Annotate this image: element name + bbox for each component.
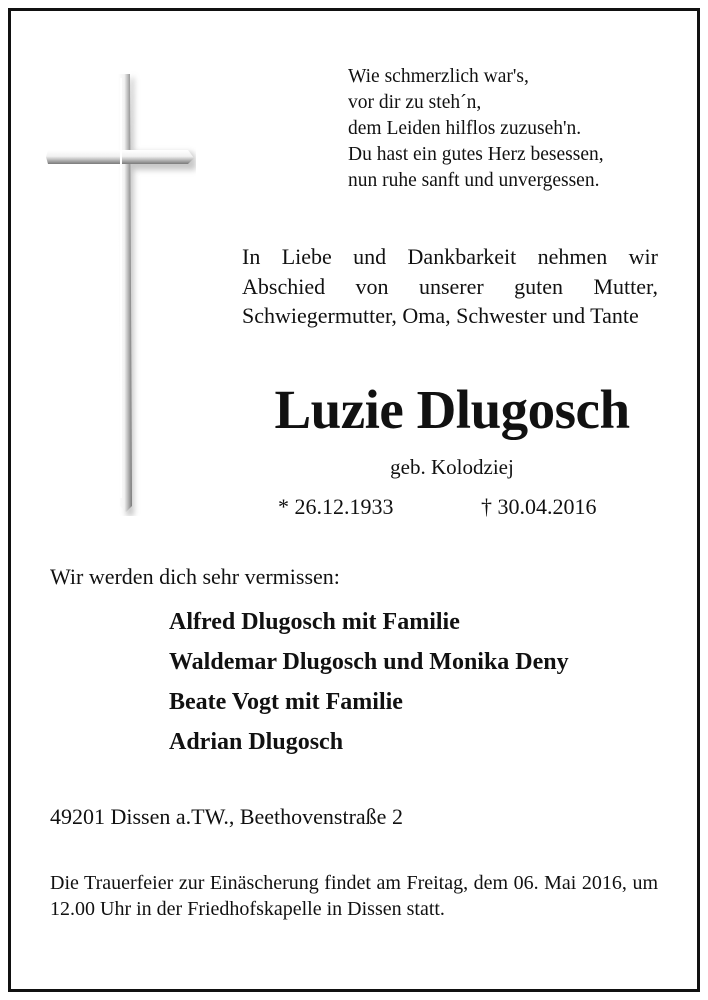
intro-text: In Liebe und Dankbarkeit nehmen wir Abschied von unserer guten Mutter, Schwiegermutter, Oma, Schwester und Tante: [242, 244, 658, 328]
funeral-notice: Die Trauerfeier zur Einäscherung findet am Freitag, dem 06. Mai 2016, um 12.00 Uhr in der Friedhofskapelle in Dissen statt.: [50, 872, 658, 920]
mourner-name: Beate Vogt mit Familie: [169, 689, 403, 715]
poem-line: vor dir zu steh´n,: [348, 92, 482, 113]
cross-icon: [46, 70, 196, 516]
address: 49201 Dissen a.TW., Beethovenstraße 2: [50, 804, 403, 829]
mourners-list: [169, 602, 569, 762]
poem-line: Wie schmerzlich war's,: [348, 66, 529, 87]
poem-line: Du hast ein gutes Herz besessen,: [348, 144, 604, 165]
poem-line: dem Leiden hilflos zuzuseh'n.: [348, 118, 582, 139]
poem: [348, 64, 604, 194]
birth-name: geb. Kolodziej: [390, 455, 514, 479]
death-date: † 30.04.2016: [481, 494, 597, 519]
mourner-name: Alfred Dlugosch mit Familie: [169, 609, 460, 635]
mourner-name: Adrian Dlugosch: [169, 729, 344, 755]
deceased-name: Luzie Dlugosch: [274, 379, 630, 440]
birth-date: * 26.12.1933: [278, 494, 394, 519]
mourner-name: Waldemar Dlugosch und Monika Deny: [169, 649, 569, 675]
poem-line: nun ruhe sanft und unvergessen.: [348, 170, 600, 191]
mourners-intro: Wir werden dich sehr vermissen:: [50, 564, 340, 589]
